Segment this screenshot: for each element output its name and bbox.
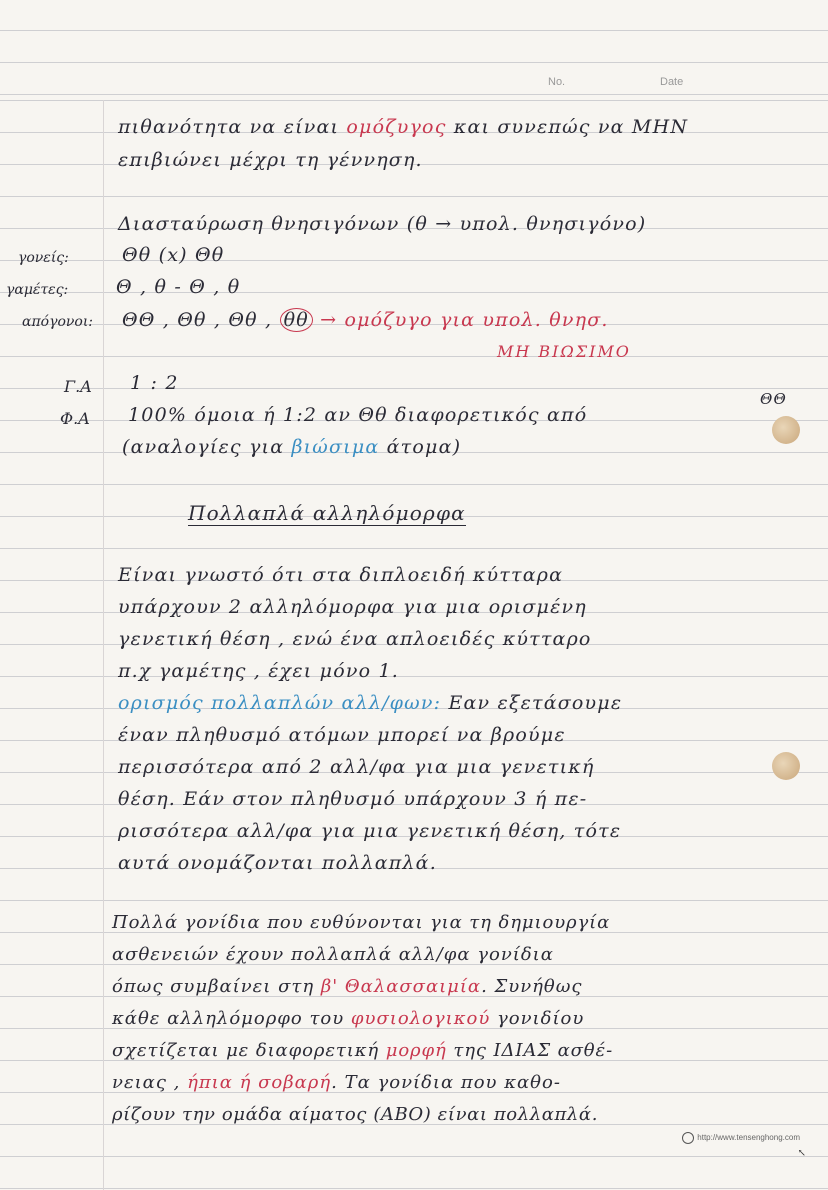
definition-line3: περισσότερα από 2 αλλ/φα για μια γενετική [118, 756, 595, 778]
ga-text: 1 : 2 [130, 372, 179, 394]
para1-line1: Είναι γνωστό ότι στα διπλοειδή κύτταρα [118, 564, 564, 586]
para3-line3: όπως συμβαίνει στη β' Θαλασσαιμία. Συνήθως [112, 976, 583, 997]
para3-line7: ρίζουν την ομάδα αίματος (ΑΒΟ) είναι πολλαπλά. [112, 1104, 599, 1125]
para1-line3: γενετική θέση , ενώ ένα απλοειδές κύτταρο [118, 628, 592, 650]
fa-text: 100% όμοια ή 1:2 αν Θθ διαφορετικός από [128, 404, 588, 426]
offspring-note: → ομόζυγο για υπολ. θνησ. [320, 309, 609, 331]
parents-text: Θθ (x) Θθ [122, 244, 225, 266]
para3-line2: ασθενειών έχουν πολλαπλά αλλ/φα γονίδια [112, 944, 554, 965]
definition-line1: ορισμός πολλαπλών αλλ/φων: Εαν εξετάσουμε [118, 692, 623, 714]
section-title: Πολλαπλά αλληλόμορφα [188, 501, 466, 525]
globe-icon [682, 1132, 694, 1144]
para1-line4: π.χ γαμέτης , έχει μόνο 1. [118, 660, 400, 682]
not-viable-label: ΜΗ ΒΙΩΣΙΜΟ [497, 342, 631, 361]
definition-line4: θέση. Εάν στον πληθυσμό υπάρχουν 3 ή πε- [118, 788, 588, 810]
line-1: πιθανότητα να είναι ομόζυγος και συνεπώς να ΜΗΝ [118, 116, 689, 138]
para1-line2: υπάρχουν 2 αλληλόμορφα για μια ορισμένη [118, 596, 587, 618]
fa-sup: ΘΘ [760, 390, 787, 408]
fa-label: Φ.Α [60, 409, 90, 428]
definition-line6: αυτά ονομάζονται πολλαπλά. [118, 852, 437, 874]
para3-line6: νειας , ήπια ή σοβαρή. Τα γονίδια που καθο- [112, 1072, 561, 1093]
para3-line1: Πολλά γονίδια που ευθύνονται για τη δημιουργία [112, 912, 611, 933]
margin-line [103, 100, 104, 1190]
punch-hole-top [772, 416, 800, 444]
offspring-label: απόγονοι: [22, 314, 94, 330]
line-2: επιβιώνει μέχρι τη γέννηση. [118, 149, 423, 171]
definition-line5: ρισσότερα αλλ/φα για μια γενετική θέση, τότε [118, 820, 622, 842]
date-label: Date [660, 76, 684, 88]
gametes-text: Θ , θ - Θ , θ [116, 276, 241, 298]
circled-genotype: θθ [280, 308, 313, 332]
cursor-icon: ↖ [797, 1148, 806, 1159]
watermark: http://www.tensenghong.com [682, 1132, 800, 1144]
ga-label: Γ.Α [64, 377, 92, 396]
definition-line2: έναν πληθυσμό ατόμων μπορεί να βρούμε [118, 724, 566, 746]
analogies-line: (αναλογίες για βιώσιμα άτομα) [122, 436, 462, 458]
header-rule [0, 100, 828, 101]
para3-line4: κάθε αλληλόμορφο του φυσιολογικού γονιδίου [112, 1008, 585, 1029]
gametes-label: γαμέτες: [6, 282, 69, 298]
offspring-text: ΘΘ , Θθ , Θθ , θθ → ομόζυγο για υπολ. θνησ. [122, 309, 609, 331]
cross-heading: Διασταύρωση θνησιγόνων (θ → υπολ. θνησιγόνο) [118, 213, 647, 235]
parents-label: γονείς: [18, 250, 69, 266]
para3-line5: σχετίζεται με διαφορετική μορφή της ΙΔΙΑΣ ασθέ- [112, 1040, 614, 1061]
no-label: No. [548, 76, 566, 88]
punch-hole-bottom [772, 752, 800, 780]
